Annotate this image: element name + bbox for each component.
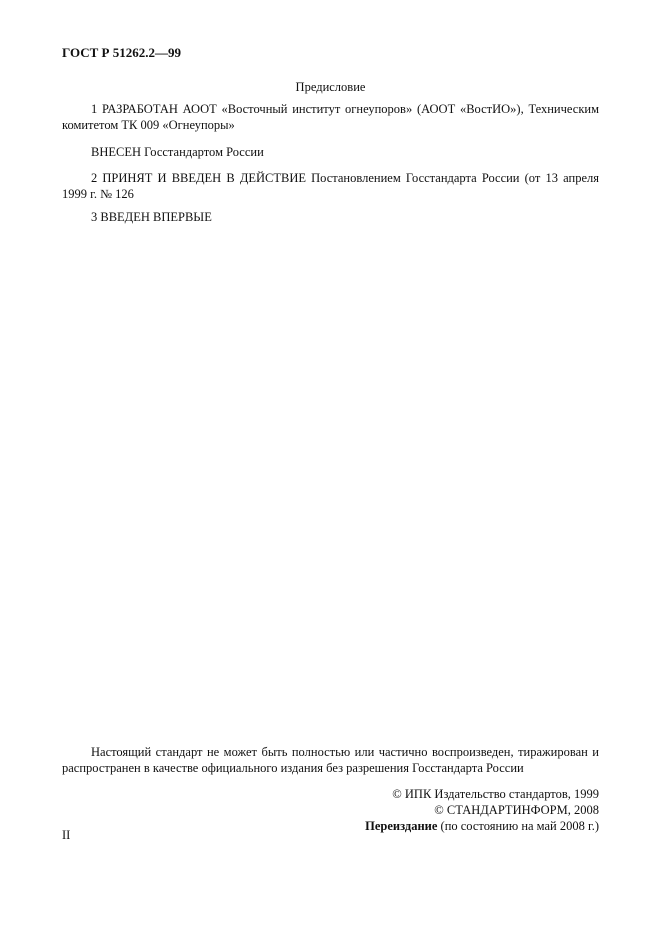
foreword-item-introduced: ВНЕСЕН Госстандартом России — [91, 145, 264, 159]
foreword-item-developed: 1 РАЗРАБОТАН АООТ «Восточный институт огнеупоров» (АООТ «ВостИО»), Техническим комитетом ТК 009 «Огнеупоры» — [62, 102, 599, 132]
copyright-block — [199, 786, 599, 834]
foreword-item-adopted: 2 ПРИНЯТ И ВВЕДЕН В ДЕЙСТВИЕ Постановлением Госстандарта России (от 13 апреля 1999 г. № 126 — [62, 171, 599, 201]
reissue-note: (по состоянию на май 2008 г.) — [437, 819, 599, 833]
reproduction-notice: Настоящий стандарт не может быть полностью или частично воспроизведен, тиражирован и распространен в качестве официального издания без разрешения Госстандарта России — [62, 745, 599, 775]
reissue-line — [199, 818, 599, 834]
document-code: ГОСТ Р 51262.2—99 — [62, 45, 181, 60]
copyright-line-standartinform: © СТАНДАРТИНФОРМ, 2008 — [434, 803, 599, 817]
page-number: II — [62, 828, 71, 842]
foreword-title: Предисловие — [295, 80, 366, 94]
reissue-label: Переиздание — [365, 819, 438, 833]
foreword-item-first-introduced: 3 ВВЕДЕН ВПЕРВЫЕ — [91, 210, 212, 224]
copyright-line-ipk: © ИПК Издательство стандартов, 1999 — [392, 787, 599, 801]
